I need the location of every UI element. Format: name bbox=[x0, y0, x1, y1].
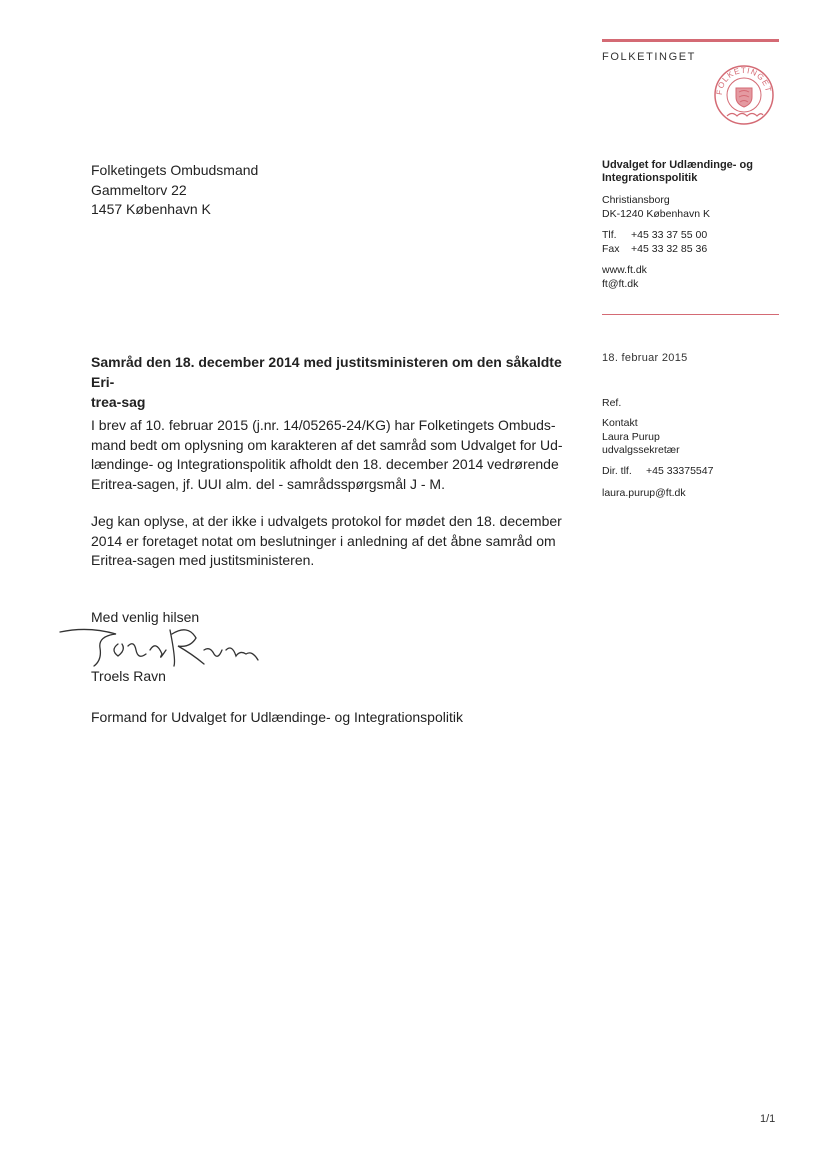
parliament-seal-icon bbox=[710, 64, 778, 126]
seal-text: FOLKETINGET bbox=[714, 65, 773, 96]
committee-line-1: Udvalget for Udlændinge- og bbox=[602, 159, 753, 171]
letter-date: 18. februar 2015 bbox=[602, 352, 688, 364]
subject-line-1: Samråd den 18. december 2014 med justitsministeren om den såkaldte Eri- bbox=[91, 354, 562, 390]
fax-number: +45 33 32 85 36 bbox=[631, 242, 708, 255]
header-rule bbox=[602, 39, 779, 42]
paragraph-2-line: Jeg kan oplyse, at der ikke i udvalgets protokol for mødet den 18. december bbox=[91, 513, 562, 529]
body-paragraph-1 bbox=[91, 416, 561, 494]
direct-phone-row bbox=[602, 465, 802, 479]
general-email-link[interactable]: ft@ft.dk bbox=[602, 277, 639, 290]
signer-name: Troels Ravn bbox=[91, 668, 166, 684]
recipient-city: 1457 København K bbox=[91, 201, 211, 217]
phone-number: +45 33 37 55 00 bbox=[631, 229, 708, 241]
sidebar-rule bbox=[602, 314, 779, 315]
paragraph-2-line: 2014 er foretaget notat om beslutninger i anledning af det åbne samråd om bbox=[91, 532, 556, 549]
paragraph-1-line: lændinge- og Integrationspolitik afholdt den 18. december 2014 vedrørende bbox=[91, 456, 559, 472]
paragraph-1-line: I brev af 10. februar 2015 (j.nr. 14/05265-24/KG) har Folketingets Ombuds- bbox=[91, 417, 556, 433]
recipient-address bbox=[91, 161, 258, 220]
page-number: 1/1 bbox=[760, 1113, 776, 1125]
institution-name: FOLKETINGET bbox=[602, 51, 696, 63]
subject-line-2: trea-sag bbox=[91, 394, 146, 410]
ref-label: Ref. bbox=[602, 397, 622, 409]
recipient-street: Gammeltorv 22 bbox=[91, 181, 187, 198]
fax-label: Fax bbox=[602, 242, 620, 255]
direct-phone-number: +45 33375547 bbox=[646, 465, 714, 477]
address-line-2: DK-1240 København K bbox=[602, 207, 710, 220]
sender-committee bbox=[602, 159, 802, 185]
sender-phone-block bbox=[602, 229, 802, 256]
website-link[interactable]: www.ft.dk bbox=[602, 264, 647, 276]
contact-email-link[interactable]: laura.purup@ft.dk bbox=[602, 487, 686, 499]
recipient-name: Folketingets Ombudsmand bbox=[91, 162, 259, 178]
committee-line-2: Integrationspolitik bbox=[602, 172, 698, 184]
paragraph-1-line: Eritrea-sagen, jf. UUI alm. del - samrådsspørgsmål J - M. bbox=[91, 475, 445, 492]
contact-title: udvalgssekretær bbox=[602, 444, 680, 456]
body-paragraph-2 bbox=[91, 512, 561, 571]
contact-name: Laura Purup bbox=[602, 430, 660, 443]
closing-salutation: Med venlig hilsen bbox=[91, 609, 200, 625]
signer-role: Formand for Udvalget for Udlændinge- og Integrationspolitik bbox=[91, 709, 463, 725]
phone-label: Tlf. bbox=[602, 229, 617, 241]
direct-phone-label: Dir. tlf. bbox=[602, 465, 632, 477]
address-line-1: Christiansborg bbox=[602, 194, 670, 206]
contact-label: Kontakt bbox=[602, 417, 638, 429]
contact-block bbox=[602, 417, 802, 458]
paragraph-1-line: mand bedt om oplysning om karakteren af det samråd som Udvalget for Ud- bbox=[91, 436, 563, 453]
paragraph-2-line: Eritrea-sagen med justitsministeren. bbox=[91, 552, 315, 568]
sender-address bbox=[602, 194, 802, 221]
sender-web-block bbox=[602, 264, 802, 291]
letter-subject bbox=[91, 352, 586, 412]
